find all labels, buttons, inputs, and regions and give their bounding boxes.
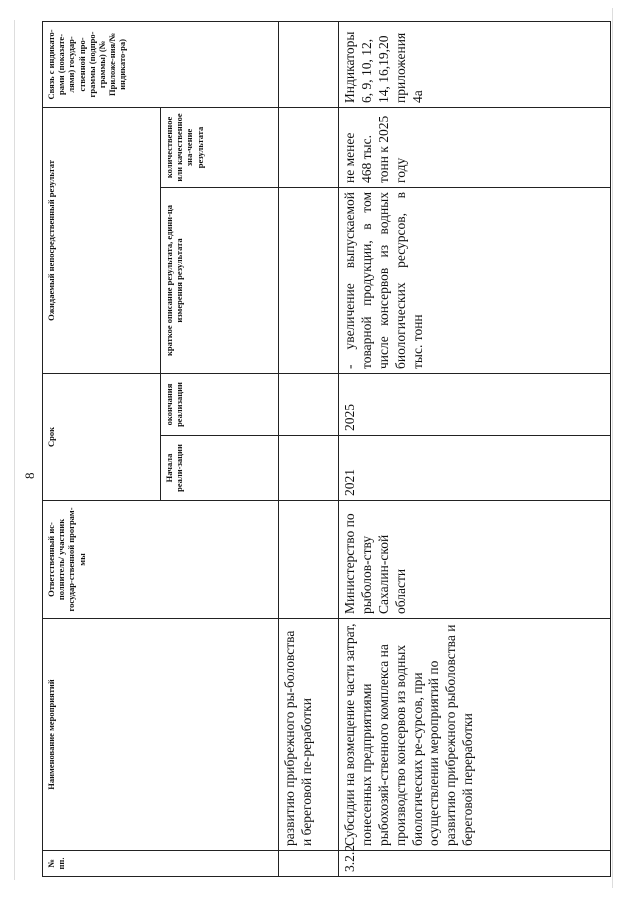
header-executor: Ответственный ис-полнитель/ участник государ-ственной програм-мы	[43, 501, 279, 619]
row-start: 2021	[339, 436, 611, 501]
row-name: Субсидии на возмещение части затрат, понесенных предприятиями рыбохозяй-ственного комплекса на производство консервов из водных биологических ре-сурсов, при осуществлении мероприятий по развитию прибрежного рыболовства и береговой переработки	[339, 619, 611, 851]
row-name: развитию прибрежного ры-боловства и береговой пе-реработки	[279, 619, 339, 851]
row-link: Индикаторы 6, 9, 10, 12, 14, 16,19,20 приложения 4а	[339, 21, 611, 107]
row-num	[279, 851, 339, 877]
header-name: Наименование мероприятий	[43, 619, 279, 851]
row-value	[279, 107, 339, 187]
row-start	[279, 436, 339, 501]
table-row	[279, 21, 339, 876]
scan-line	[612, 8, 613, 888]
header-num: № пп.	[43, 851, 279, 877]
row-num: 3.2.2.	[339, 851, 611, 877]
scan-line	[14, 20, 15, 880]
row-desc: - увеличение выпускаемой товарной продукции, в том числе консервов из водных биологических ресурсов, в тыс. тонн	[339, 187, 611, 373]
row-end	[279, 373, 339, 435]
header-row-1	[43, 21, 161, 876]
header-term-start: Начала реали-зации	[161, 436, 279, 501]
header-result: Ожидаемый непосредственный результат	[43, 107, 161, 373]
row-end: 2025	[339, 373, 611, 435]
rotated-content	[20, 22, 613, 877]
table-row	[339, 21, 611, 876]
row-value: не менее 468 тыс. тонн к 2025 году	[339, 107, 611, 187]
header-link: Связь с индикато-рами (показате-лями) государ-ственной про-граммы (подпро-граммы) (№ Приложе-ния/№ индикато-ра)	[43, 21, 279, 107]
row-desc	[279, 187, 339, 373]
header-term: Срок	[43, 373, 161, 500]
header-result-desc: краткое описание результата, едини-ца измерения результата	[161, 187, 279, 373]
row-executor	[279, 501, 339, 619]
page-number: 8	[22, 472, 37, 479]
row-link	[279, 21, 339, 107]
activities-table	[42, 21, 611, 877]
header-result-value: количественное или качественное зна-чение результата	[161, 107, 279, 187]
header-term-end: окончания реализации	[161, 373, 279, 435]
row-executor: Министерство по рыболов-ству Сахалин-ской области	[339, 501, 611, 619]
